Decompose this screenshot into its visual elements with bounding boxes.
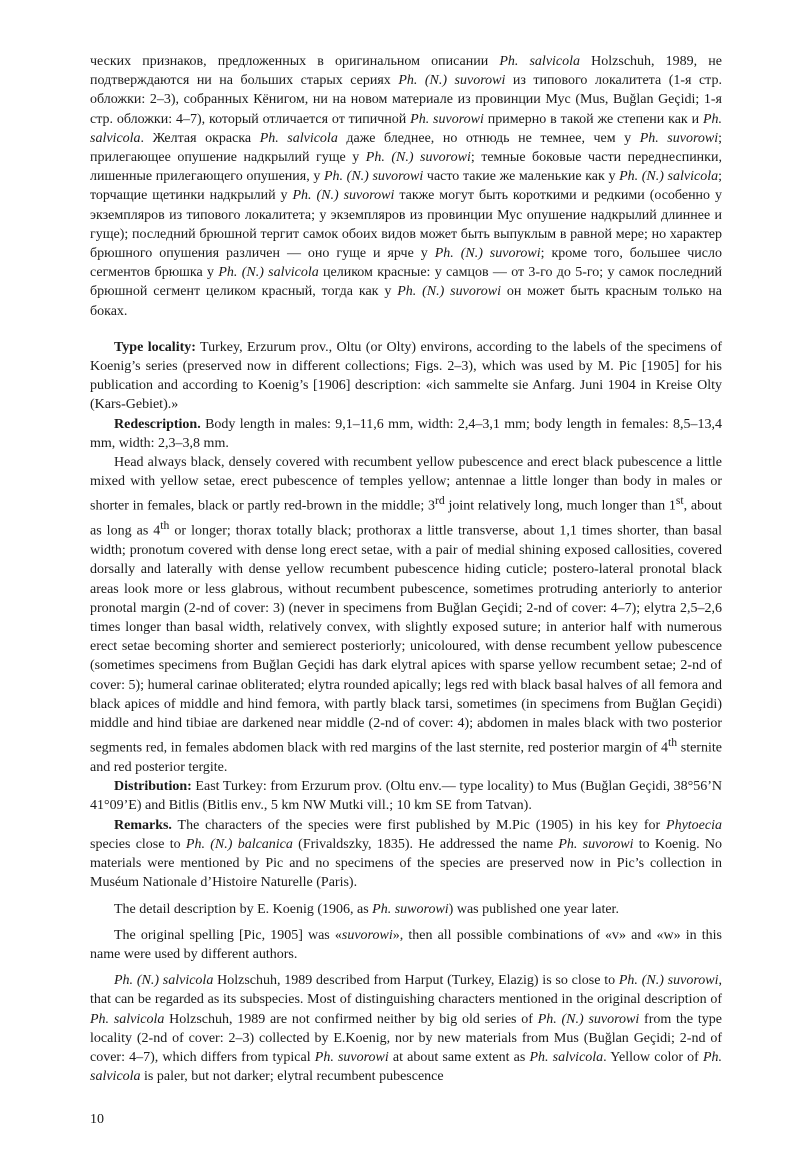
- original-spelling-paragraph: [90, 926, 722, 964]
- ordinal-suffix: th: [160, 519, 170, 533]
- text-run: ) was published one year later.: [448, 901, 619, 917]
- text-run: ; кроме того, большее число сегментов брюшка у: [90, 246, 722, 281]
- text-run: Body length in males: 9,1–11,6 mm, width: 2,4–3,1 mm; body length in females: 8,5–13,4 mm, width: 2,3–3,8 mm.: [90, 416, 722, 451]
- text-run: ; прилегающее опушение надкрылий гуще у: [90, 130, 722, 166]
- taxon-name: Ph. (N.) suvorowi: [537, 1011, 640, 1027]
- text-run: joint relatively long, much longer than 1: [444, 499, 676, 515]
- taxon-name: Ph. (N.) balcanica: [185, 836, 293, 852]
- ordinal-suffix: th: [668, 736, 678, 750]
- text-run: даже бледнее, но отнюдь не темнее, чем у: [337, 130, 640, 146]
- taxon-name: Ph. (N.) salvicola: [218, 265, 319, 281]
- text-run: (Frivaldszky, 1835). He addressed the name: [292, 836, 559, 852]
- text-run: The characters of the species were first published by M.Pic (1905) in his key for: [171, 817, 667, 833]
- page-body: [90, 52, 722, 1086]
- section-heading: Redescription.: [114, 416, 201, 432]
- ordinal-suffix: rd: [435, 494, 445, 508]
- taxon-name: Ph. (N.) salvicola: [619, 169, 719, 185]
- taxon-name: Ph. suvorowi: [639, 130, 719, 146]
- text-run: Head always black, densely covered with recumbent yellow pubescence and erect black pubescence a little mixed with yellow setae, erect pubescence of temples yellow; antennae a little longer than body in males or shorter in females, black or partly red-brown in the middle; 3: [90, 455, 722, 515]
- text-run: из типового локалитета (1-я стр. обложки: 2–3), собранных Кёнигом, ни на новом материале из провинции Мус (Mus, Buğlan Geçidi; 1-я стр. обложки: 4–7), который отличается от типичной: [90, 73, 722, 127]
- redescription-paragraph: [90, 415, 722, 453]
- text-run: ; темные боковые части переднеспинки, лишенные прилегающего опушения, у: [90, 150, 722, 185]
- taxon-name: Ph. (N.) suvorowi: [434, 246, 541, 262]
- section-heading: Type locality:: [114, 339, 196, 355]
- text-run: sternite and red posterior tergite.: [90, 740, 722, 776]
- text-run: The detail description by E. Koenig (1906, as: [114, 901, 373, 917]
- text-run: at about same extent as: [388, 1049, 530, 1065]
- text-run: . Yellow color of: [603, 1049, 703, 1065]
- text-run: , about as long as 4: [90, 499, 722, 539]
- text-run: также могут быть короткими и редкими (особенно у экземпляров из типового локалитета; у экземпляров из провинции Мус опушение надкрылий длиннее и гуще); последний брюшной тергит самок обоих видов может быть выпуклым в равной мере; но характер брюшного опушения различен — оно гуще и ярче у: [90, 188, 722, 262]
- taxon-name: Ph. salvicola: [529, 1049, 604, 1065]
- taxon-name: suvorowi: [341, 927, 393, 943]
- taxon-name: Ph. salvicola: [90, 1049, 722, 1085]
- taxon-name: Ph. suvorowi: [314, 1049, 389, 1065]
- taxon-name: Ph. (N.) suvorowi: [323, 169, 424, 185]
- taxon-name: Ph. suvorowi: [558, 836, 634, 852]
- text-run: Holzschuh, 1989 are not confirmed neither by big old series of: [164, 1011, 538, 1027]
- russian-paragraph: [90, 52, 722, 321]
- taxon-name: Phytoecia: [666, 817, 722, 833]
- text-run: . Желтая окраска: [140, 130, 260, 146]
- remarks-paragraph: [90, 816, 722, 893]
- taxon-name: Ph. (N.) salvicola: [114, 973, 214, 989]
- section-heading: Remarks.: [114, 817, 172, 833]
- taxon-name: Ph. suworowi: [372, 901, 449, 917]
- text-run: or longer; thorax totally black; prothorax a little transverse, about 1,1 times shorter, than basal width; pronotum covered with dense long erect setae, with a pair of medial shining exposed callosities, covered dorsally and laterally with dense yellow recumbent pubescence hiding cuticle; postero-lateral pronotal black areas look more or less glabrous, without recumbent pubescence, sometimes protruding anteriorly to anterior pronotal margin (2-nd of cover: 3) (never in specimens from Buğlan Geçidi; 2-nd of cover: 4–7); elytra 2,5–2,6 times longer than basal width, relatively convex, with slightly exposed suture; in anterior half with numerous erect setae becoming shorter and semierect posteriorly; unicoloured, with dense recumbent yellow pubescence (sometimes specimens from Buğlan Geçidi has dark elytral apices with sparse yellow recumbent setae; 2-nd of cover: 5); humeral carinae obliterated; elytra rounded apically; legs red with black basal halves of all femora and black apices of middle and hind femora, with partly black tarsi, sometimes (in specimens from Buğlan Geçidi) middle and hind tibiae are darkened near middle (2-nd of cover: 4); abdomen in males black with two posterior segments red, in females abdomen black with red margins of the last sternite, red posterior margin of 4: [90, 523, 722, 756]
- distribution-paragraph: [90, 777, 722, 815]
- text-run: species close to: [90, 836, 186, 852]
- detail-description-paragraph: [90, 900, 722, 919]
- page-number: 10: [90, 1112, 104, 1127]
- text-run: East Turkey: from Erzurum prov. (Oltu env.— type locality) to Mus (Buğlan Geçidi, 38°56’N 41°09’E) and Bitlis (Bitlis env., 5 km NW Mutki vill.; 10 km SE from Tatvan).: [90, 779, 722, 814]
- text-run: примерно в такой же степени как и: [483, 111, 703, 127]
- type-locality-paragraph: [90, 338, 722, 415]
- text-run: Turkey, Erzurum prov., Oltu (or Olty) environs, according to the labels of the specimens of Koenig’s series (preserved now in different collections; Figs. 2–3), which was used by M. Pic [1905] for his publication and according to Koenig’s [1906] description: «ich sammelte sie Anfarg. Juni 1904 in Kreise Olty (Kars-Gebiet).»: [90, 339, 722, 413]
- text-run: ; торчащие щетинки надкрылий у: [90, 169, 722, 204]
- taxon-name: Ph. (N.) suvorowi: [292, 188, 395, 204]
- taxon-name: Ph. (N.) suvorowi: [398, 73, 506, 89]
- salvicola-paragraph: [90, 971, 722, 1086]
- text-run: », then all possible combinations of «v» and «w» in this name were used by different authors.: [90, 927, 722, 962]
- taxon-name: Ph. salvicola: [499, 54, 581, 69]
- taxon-name: Ph. salvicola: [259, 130, 338, 146]
- ordinal-suffix: st: [675, 494, 684, 508]
- head-description-paragraph: [90, 453, 722, 777]
- text-run: Holzschuh, 1989 described from Harput (Turkey, Elazig) is so close to: [213, 973, 619, 989]
- section-heading: Distribution:: [114, 779, 192, 795]
- text-run: Holzschuh, 1989, не подтверждаются ни на больших старых сериях: [90, 54, 722, 89]
- text-run: is paler, but not darker; elytral recumbent pubescence: [140, 1069, 444, 1085]
- text-run: целиком красные: у самцов — от 3-го до 5-го; у самок последний брюшной сегмент целиком красный, тогда как у: [90, 265, 722, 300]
- text-run: to Koenig. No materials were mentioned by Pic and no specimens of the species are preserved now in Pic’s collection in Muséum Nationale d’Histoire Naturelle (Paris).: [90, 836, 723, 891]
- taxon-name: Ph. (N.) suvorowi: [397, 284, 501, 300]
- text-run: часто такие же маленькие как у: [423, 169, 620, 185]
- text-run: The original spelling [Pic, 1905] was «: [114, 927, 342, 943]
- taxon-name: Ph. (N.) suvorowi: [365, 150, 471, 166]
- taxon-name: Ph. suvorowi: [410, 111, 484, 127]
- taxon-name: Ph. (N.) suvorowi: [618, 973, 719, 989]
- taxon-name: Ph. salvicola: [90, 111, 722, 146]
- text-run: он может быть красным только на боках.: [90, 284, 722, 319]
- text-run: from the type locality (2-nd of cover: 2–3) collected by E.Koenig, nor by new materials from Mus (Buğlan Geçidi; 2-nd of cover: 4–7), which differs from typical: [90, 1011, 722, 1065]
- taxon-name: Ph. salvicola: [90, 1011, 165, 1027]
- text-run: ческих признаков, предложенных в оригинальном описании: [90, 54, 500, 69]
- text-run: , that can be regarded as its subspecies. Most of distinguishing characters mentioned in the original description of: [90, 973, 722, 1008]
